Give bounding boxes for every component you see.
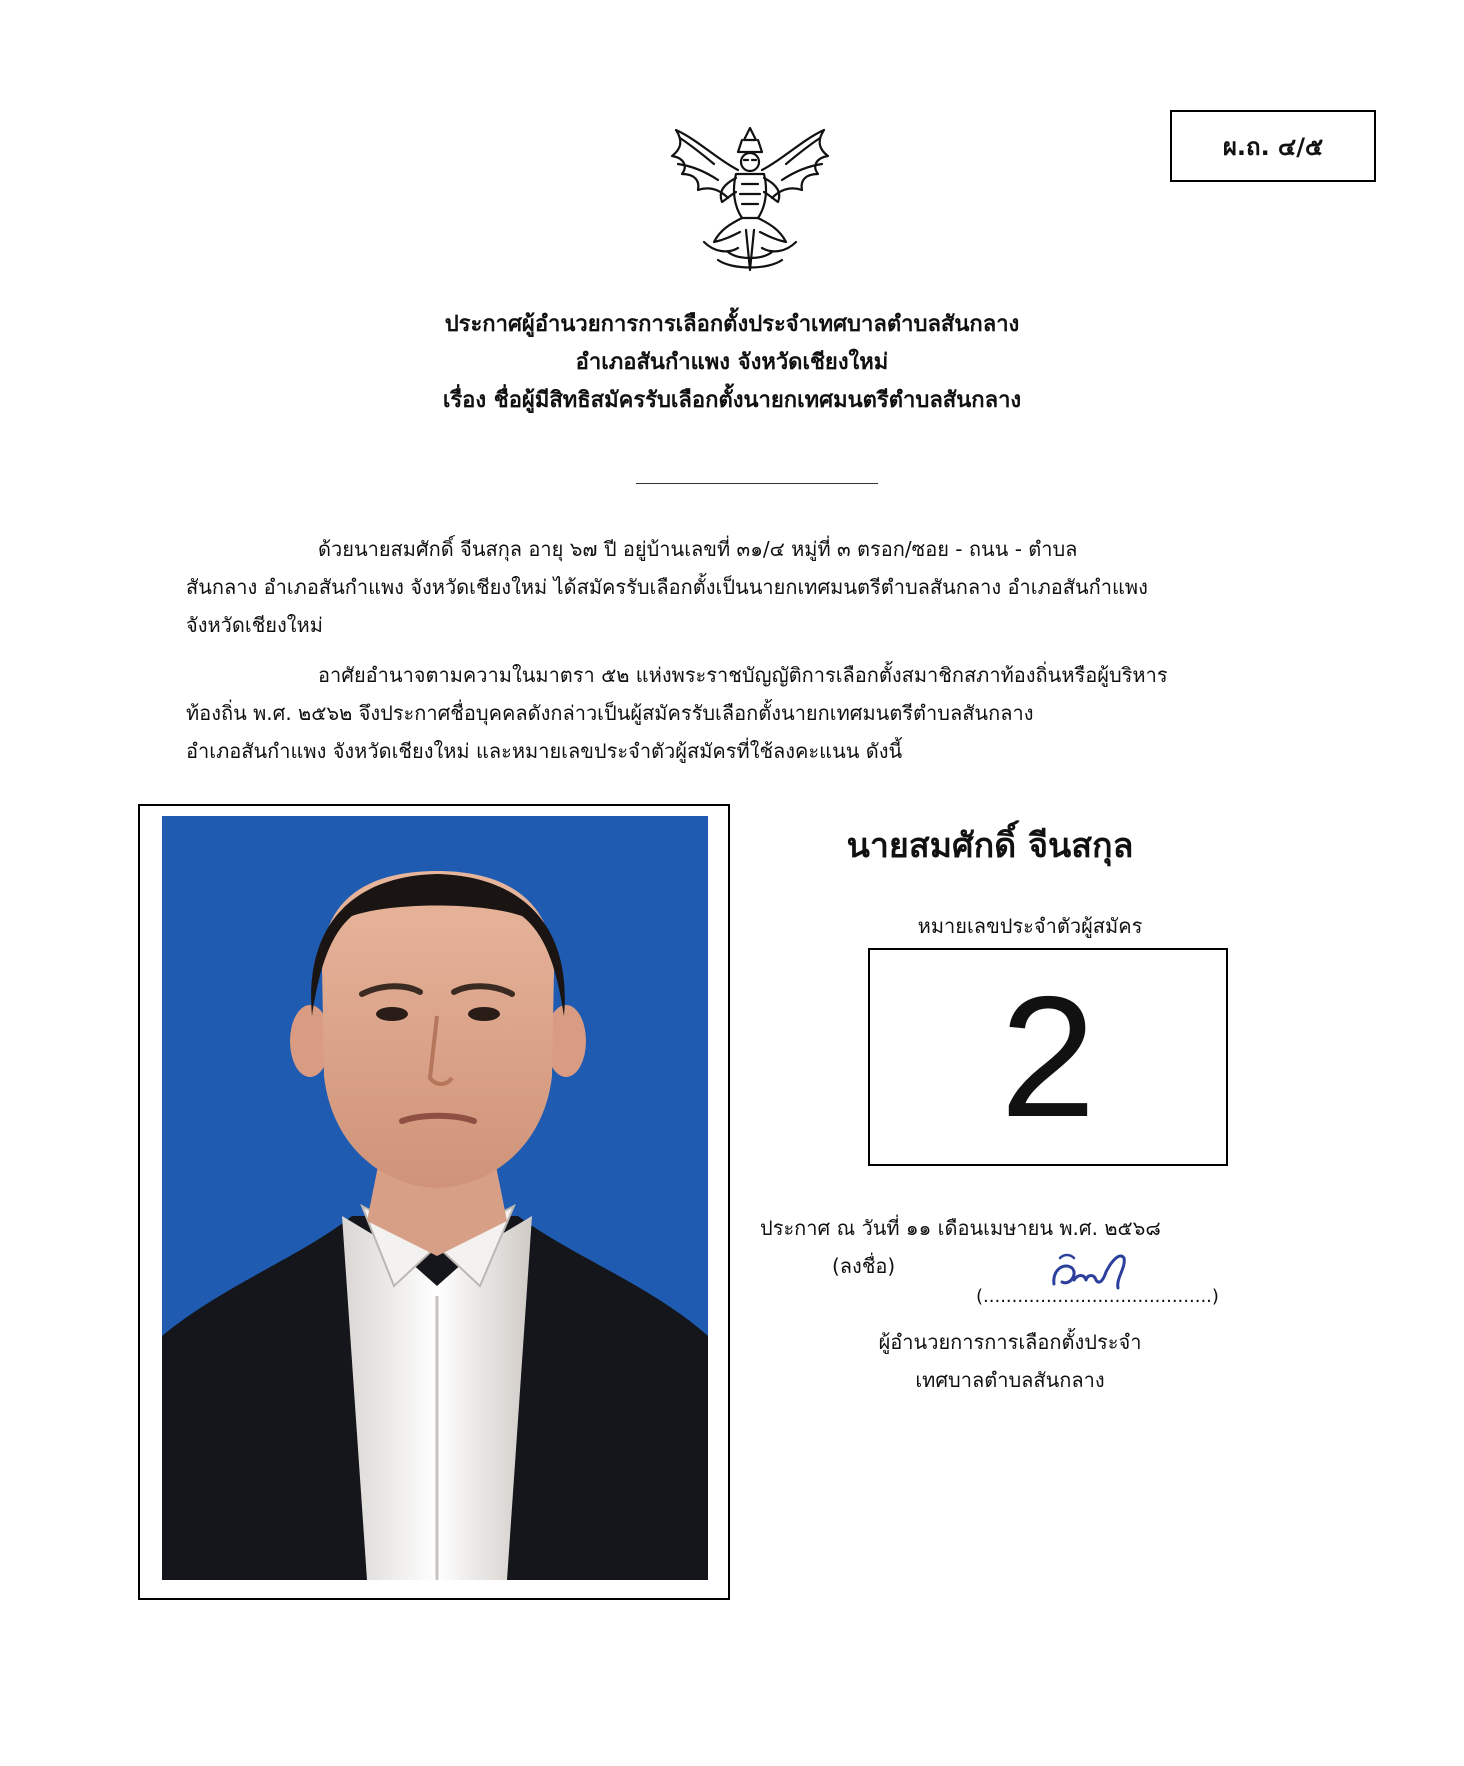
paragraph-2-line-3: อำเภอสันกำแพง จังหวัดเชียงใหม่ และหมายเลขประจำตัวผู้สมัครที่ใช้ลงคะแนน ดังนี้ <box>186 739 903 763</box>
signature-line: (........................................) <box>976 1286 1219 1307</box>
garuda-emblem-icon <box>658 120 842 280</box>
heading-divider <box>636 483 878 484</box>
heading-subject: เรื่อง ชื่อผู้มีสิทธิสมัครรับเลือกตั้งนายกเทศมนตรีตำบลสันกลาง <box>442 388 1022 413</box>
paragraph-2-line-2: ท้องถิ่น พ.ศ. ๒๕๖๒ จึงประกาศชื่อบุคคลดังกล่าวเป็นผู้สมัครรับเลือกตั้งนายกเทศมนตรีตำบลสันกลาง <box>186 701 1034 725</box>
signature <box>1046 1244 1130 1306</box>
form-code-box <box>1170 110 1376 182</box>
candidate-number-label: หมายเลขประจำตัวผู้สมัคร <box>917 914 1143 938</box>
paragraph-1-line-1: ด้วยนายสมศักดิ์ จีนสกุล อายุ ๖๗ ปี อยู่บ้านเลขที่ ๓๑/๔ หมู่ที่ ๓ ตรอก/ซอย - ถนน - ตำบล <box>318 537 1078 561</box>
signed-label: (ลงชื่อ) <box>832 1254 896 1278</box>
paragraph-1-line-2: สันกลาง อำเภอสันกำแพง จังหวัดเชียงใหม่ ได้สมัครรับเลือกตั้งเป็นนายกเทศมนตรีตำบลสันกลาง อำเภอสันกำแพง <box>186 575 1148 599</box>
paragraph-2-line-1: อาศัยอำนาจตามความในมาตรา ๕๒ แห่งพระราชบัญญัติการเลือกตั้งสมาชิกสภาท้องถิ่นหรือผู้บริหาร <box>318 663 1168 687</box>
form-code: ผ.ถ. ๔/๕ <box>1222 132 1324 161</box>
candidate-photo <box>162 816 708 1580</box>
officer-title-line-2: เทศบาลตำบลสันกลาง <box>915 1368 1105 1392</box>
candidate-number-box <box>868 948 1228 1166</box>
announcement-date: ประกาศ ณ วันที่ ๑๑ เดือนเมษายน พ.ศ. ๒๕๖๘ <box>760 1216 1161 1240</box>
candidate-name: นายสมศักดิ์ จีนสกุล <box>846 826 1134 866</box>
officer-title-line-1: ผู้อำนวยการการเลือกตั้งประจำ <box>878 1330 1142 1354</box>
heading-line-1: ประกาศผู้อำนวยการการเลือกตั้งประจำเทศบาลตำบลสันกลาง <box>444 312 1020 337</box>
candidate-number: 2 <box>1000 961 1096 1153</box>
heading-line-2: อำเภอสันกำแพง จังหวัดเชียงใหม่ <box>575 350 889 375</box>
paragraph-1-line-3: จังหวัดเชียงใหม่ <box>186 613 323 637</box>
